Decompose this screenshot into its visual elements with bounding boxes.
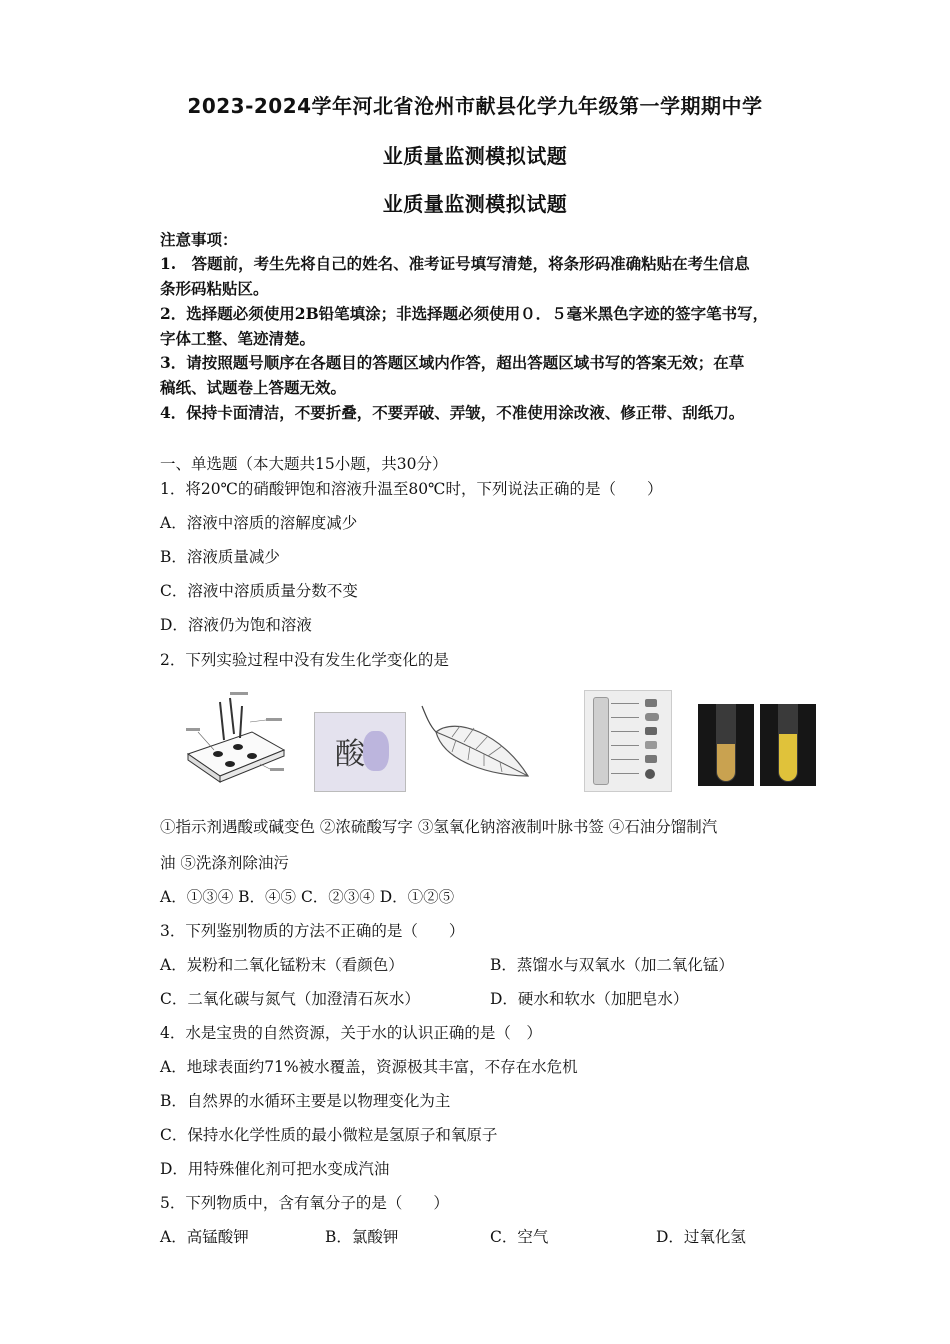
spot-plate-figure	[180, 692, 292, 784]
notice-line: 字体工整、笔迹清楚。	[160, 329, 316, 348]
test-tube-yellow-figure	[760, 704, 816, 786]
test-tube-clear-figure	[698, 704, 754, 786]
page-subtitle: 业质量监测模拟试题	[382, 144, 568, 168]
question-5-stem: 5．下列物质中，含有氧分子的是（ ）	[160, 1194, 449, 1212]
notice-line: 条形码粘贴区。	[160, 279, 269, 298]
question-4-stem: 4．水是宝贵的自然资源，关于水的认识正确的是（ ）	[160, 1024, 542, 1042]
page-subtitle-repeat: 业质量监测模拟试题	[382, 192, 568, 216]
q1-option-a: A．溶液中溶质的溶解度减少	[160, 514, 358, 532]
q3-option-d: D．硬水和软水（加肥皂水）	[490, 990, 689, 1008]
question-1-stem: 1．将20℃的硝酸钾饱和溶液升温至80℃时，下列说法正确的是（ ）	[160, 480, 663, 498]
q3-option-b: B．蒸馏水与双氧水（加二氧化锰）	[490, 956, 734, 974]
acid-character: 酸	[335, 737, 365, 772]
q4-option-a: A．地球表面约71%被水覆盖，资源极其丰富，不存在水危机	[160, 1058, 578, 1076]
q4-option-c: C．保持水化学性质的最小微粒是氢原子和氧原子	[160, 1126, 498, 1144]
notice-line: 稿纸、试题卷上答题无效。	[160, 378, 347, 397]
q2-options: A．①③④ B．④⑤ C．②③④ D．①②⑤	[160, 888, 455, 906]
page-title: 2023-2024学年河北省沧州市献县化学九年级第一学期期中学	[187, 94, 763, 118]
q2-description-cont: 油 ⑤洗涤剂除油污	[160, 854, 289, 872]
q1-option-b: B．溶液质量减少	[160, 548, 280, 566]
acid-writing-figure	[314, 712, 406, 792]
question-3-stem: 3．下列鉴别物质的方法不正确的是（ ）	[160, 922, 465, 940]
q4-option-d: D．用特殊催化剂可把水变成汽油	[160, 1160, 390, 1178]
distillation-tower-figure	[584, 690, 672, 792]
notice-line: 3．请按照题号顺序在各题目的答题区域内作答，超出答题区域书写的答案无效；在草	[160, 353, 745, 372]
q2-description: ①指示剂遇酸或碱变色 ②浓硫酸写字 ③氢氧化钠溶液制叶脉书签 ④石油分馏制汽	[160, 818, 718, 836]
q1-option-d: D．溶液仍为饱和溶液	[160, 616, 312, 634]
q3-option-a: A．炭粉和二氧化锰粉末（看颜色）	[160, 956, 404, 974]
q5-option-a: A．高锰酸钾	[160, 1228, 249, 1246]
question-2-stem: 2．下列实验过程中没有发生化学变化的是	[160, 651, 449, 669]
notice-line: 1. 答题前，考生先将自己的姓名、准考证号填写清楚，将条形码准确粘贴在考生信息	[160, 254, 750, 273]
section-heading: 一、单选题（本大题共15小题，共30分）	[160, 455, 448, 473]
notice-heading: 注意事项：	[160, 230, 238, 249]
q1-option-c: C．溶液中溶质质量分数不变	[160, 582, 358, 600]
q5-option-c: C．空气	[490, 1228, 549, 1246]
notice-line: 4．保持卡面清洁，不要折叠，不要弄破、弄皱，不准使用涂改液、修正带、刮纸刀。	[160, 403, 745, 422]
leaf-figure	[416, 704, 532, 784]
q5-option-d: D．过氧化氢	[656, 1228, 746, 1246]
q4-option-b: B．自然界的水循环主要是以物理变化为主	[160, 1092, 451, 1110]
q5-option-b: B．氯酸钾	[325, 1228, 399, 1246]
q3-option-c: C．二氧化碳与氮气（加澄清石灰水）	[160, 990, 420, 1008]
notice-line: 2．选择题必须使用2B铅笔填涂；非选择题必须使用０．５毫米黑色字迹的签字笔书写，	[160, 304, 769, 323]
